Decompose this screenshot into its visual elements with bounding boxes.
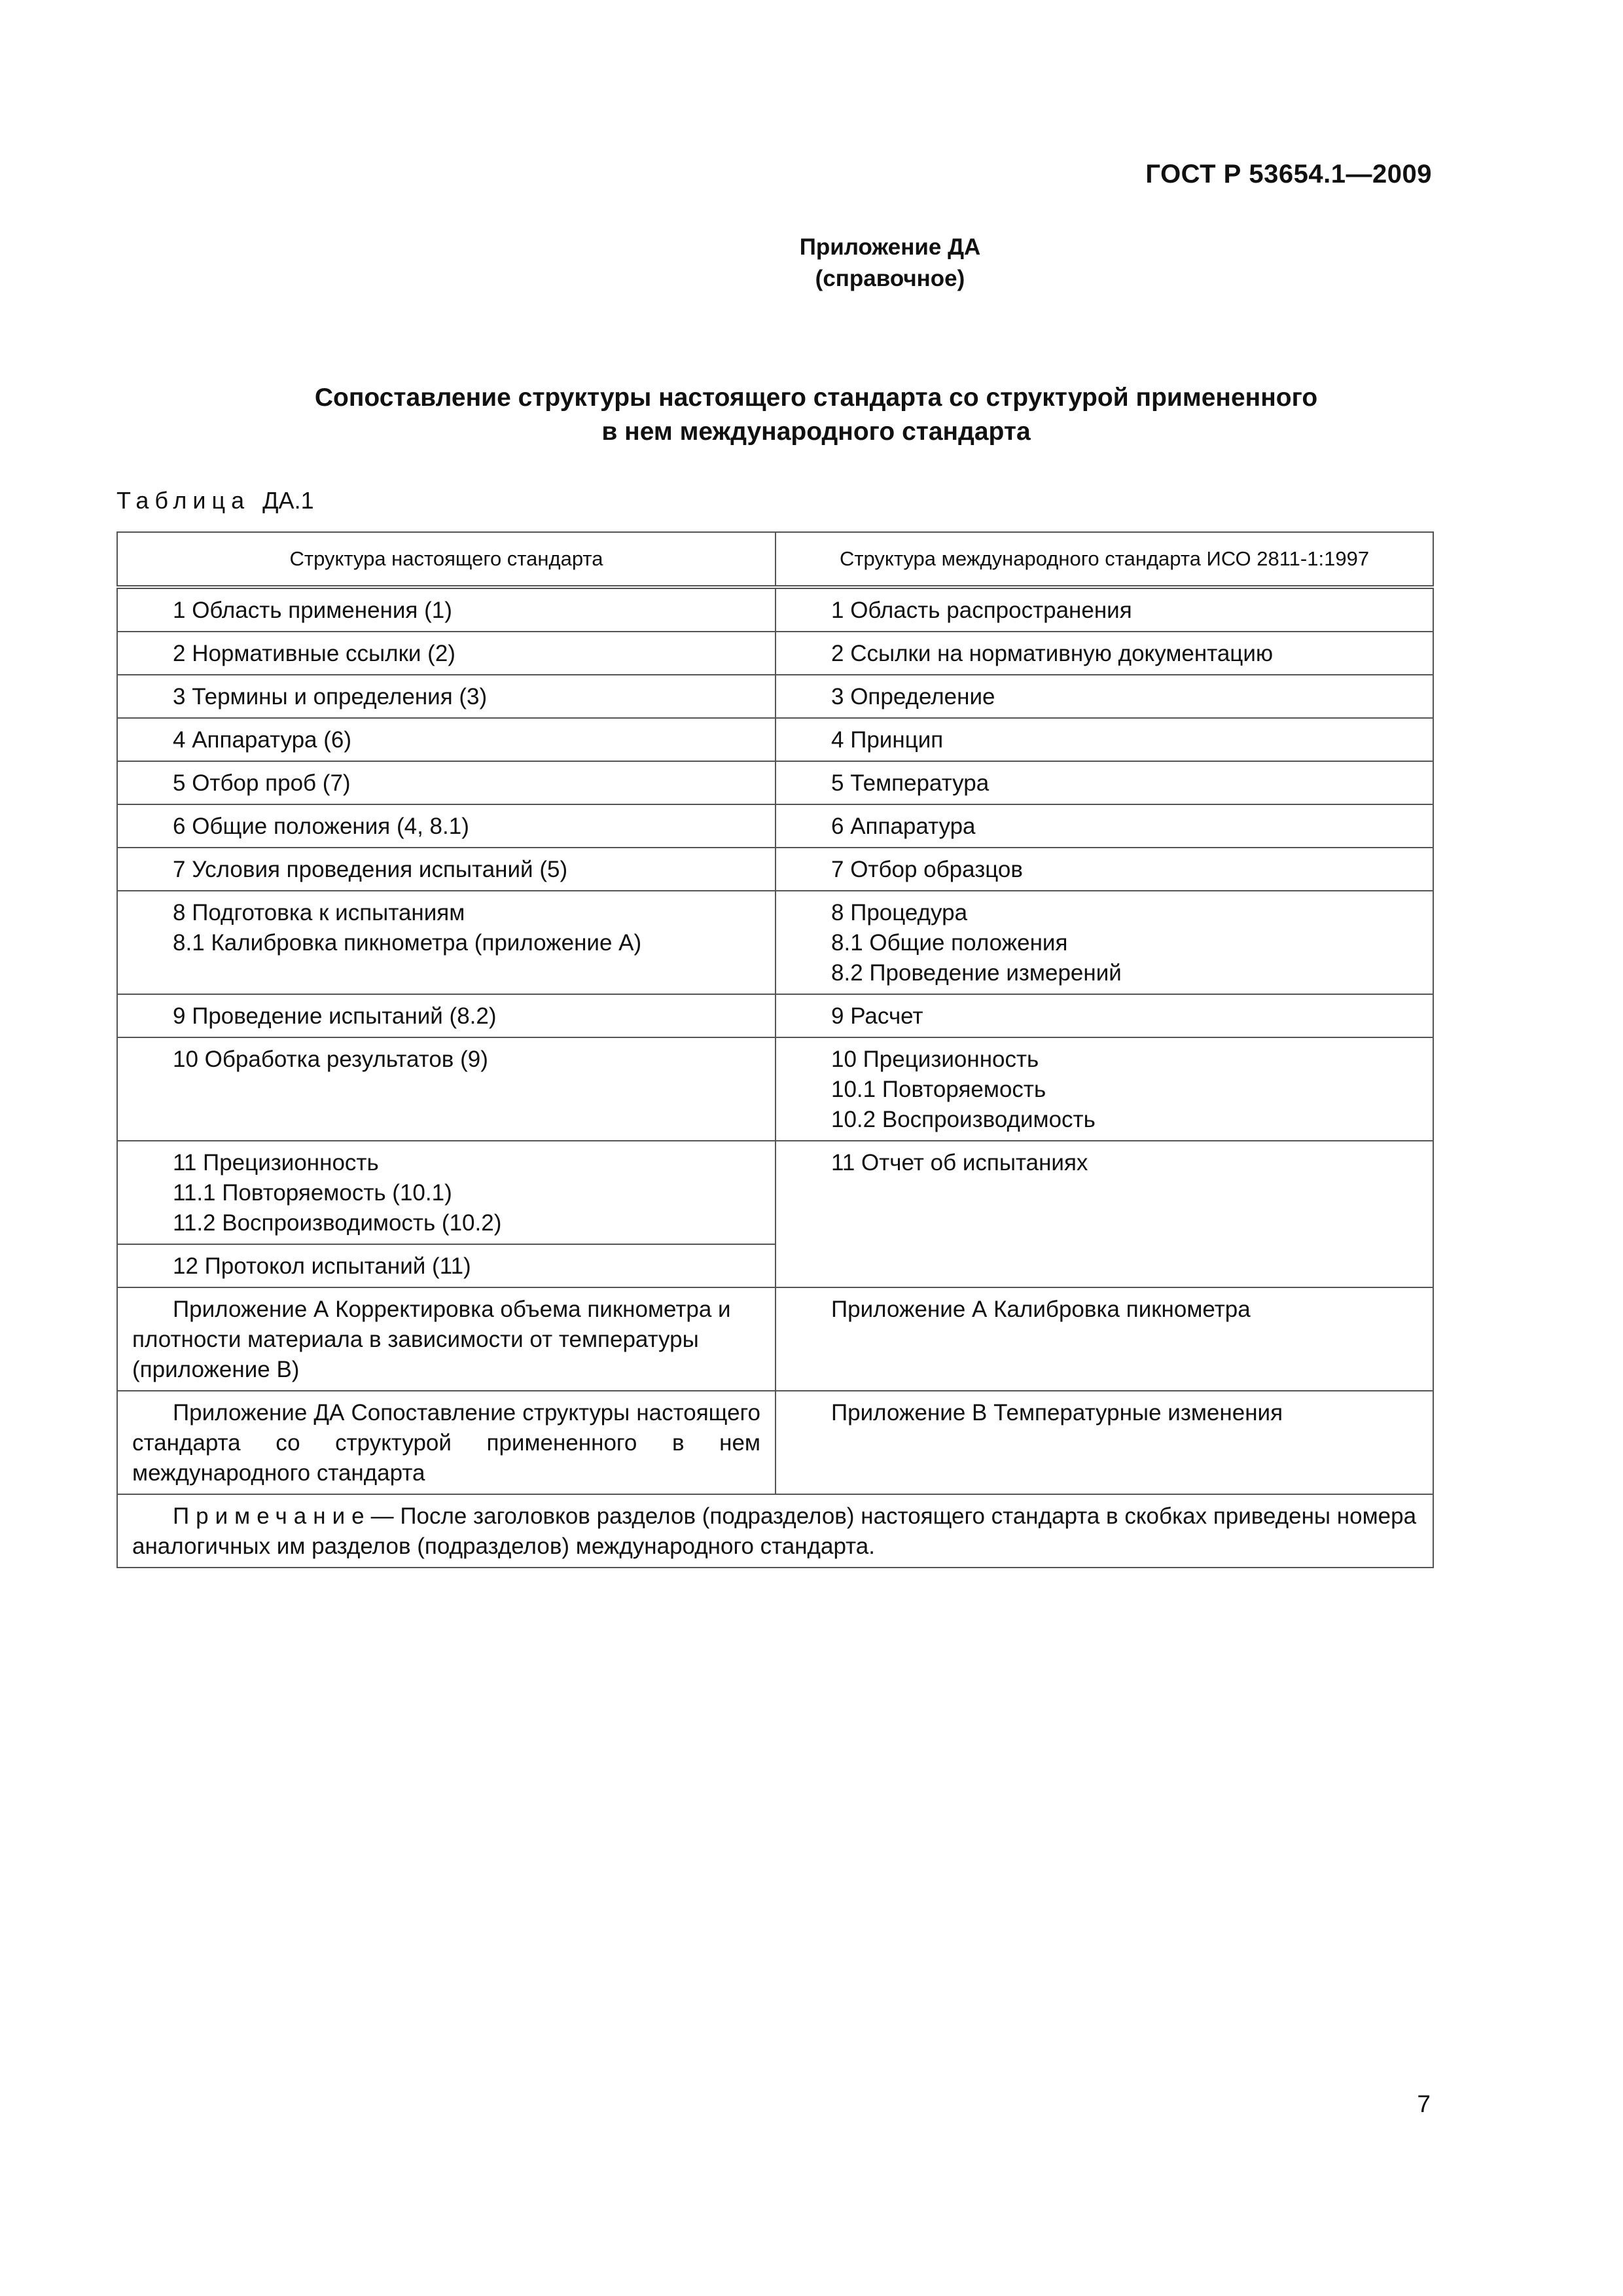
cell-line: 8.1 Калибровка пикнометра (приложение А) <box>173 930 642 956</box>
document-code: ГОСТ Р 53654.1—2009 <box>1145 160 1432 188</box>
cell-line: 6 Аппаратура <box>831 814 976 839</box>
left-cell <box>117 675 776 718</box>
left-cell <box>117 891 776 994</box>
table-row <box>117 632 1433 675</box>
right-cell <box>776 848 1433 891</box>
note-text: — После заголовков разделов (подразделов) настоящего стандарта в скобках приведены номера аналогичных им разделов (подразделов) международного стандарта. <box>132 1503 1417 1559</box>
right-cell <box>776 1037 1433 1141</box>
table-header-row <box>117 532 1433 587</box>
cell-line: 1 Область применения (1) <box>173 598 452 623</box>
right-cell <box>776 1141 1433 1287</box>
cell-line: 4 Принцип <box>831 727 944 753</box>
cell-line: 1 Область распространения <box>831 598 1132 623</box>
table-row <box>117 1391 1433 1494</box>
table-caption <box>116 487 314 514</box>
right-cell <box>776 1391 1433 1494</box>
table-row <box>117 761 1433 804</box>
left-cell <box>117 994 776 1037</box>
cell-line: 2 Нормативные ссылки (2) <box>173 641 455 666</box>
table-row <box>117 1287 1433 1391</box>
cell-line: 11 Прецизионность <box>173 1150 379 1175</box>
left-cell <box>117 632 776 675</box>
cell-line: 10.2 Воспроизводимость <box>831 1107 1096 1132</box>
cell-line: 7 Отбор образцов <box>831 857 1023 882</box>
table-row <box>117 994 1433 1037</box>
cell-line: 5 Отбор проб (7) <box>173 770 351 796</box>
appendix-da-right-text: Приложение В Температурные изменения <box>831 1400 1283 1426</box>
left-cell <box>117 1287 776 1391</box>
table-caption-number: ДА.1 <box>262 487 314 514</box>
right-cell <box>776 761 1433 804</box>
cell-line: 8 Процедура <box>831 900 968 925</box>
cell-line: 10.1 Повторяемость <box>831 1077 1046 1102</box>
main-title-line-1: Сопоставление структуры настоящего стандарта со структурой примененного <box>314 384 1318 412</box>
table-row <box>117 891 1433 994</box>
appendix-subtitle: (справочное) <box>815 266 965 291</box>
cell-line: 8.1 Общие положения <box>831 930 1068 956</box>
left-cell <box>117 848 776 891</box>
cell-line: 12 Протокол испытаний (11) <box>173 1253 471 1279</box>
appendix-title: Приложение ДА <box>799 234 981 260</box>
page-number: 7 <box>1417 2090 1431 2117</box>
table-row <box>117 1037 1433 1141</box>
appendix-da-left-text: Приложение ДА Сопоставление структуры настоящего стандарта со структурой примененного в нем международного стандарта <box>132 1400 760 1486</box>
table-row <box>117 848 1433 891</box>
left-cell <box>117 1037 776 1141</box>
right-cell <box>776 1287 1433 1391</box>
left-cell <box>117 1391 776 1494</box>
cell-line: 11 Отчет об испытаниях <box>831 1150 1088 1175</box>
structure-comparison-table <box>116 531 1434 1568</box>
left-cell <box>117 804 776 848</box>
left-cell <box>117 587 776 632</box>
cell-line: 9 Проведение испытаний (8.2) <box>173 1003 497 1029</box>
header-right: Структура международного стандарта ИСО 2811-1:1997 <box>776 532 1433 587</box>
right-cell <box>776 891 1433 994</box>
cell-line: 8 Подготовка к испытаниям <box>173 900 465 925</box>
left-cell <box>117 761 776 804</box>
cell-line: 4 Аппаратура (6) <box>173 727 352 753</box>
table-note <box>117 1494 1433 1568</box>
right-cell <box>776 587 1433 632</box>
table-row <box>117 1141 1433 1244</box>
appendix-a-left-text: Приложение А Корректировка объема пикнометра и плотности материала в зависимости от температуры (приложение В) <box>132 1297 731 1382</box>
header-left: Структура настоящего стандарта <box>117 532 776 587</box>
cell-line: 10 Обработка результатов (9) <box>173 1047 488 1072</box>
cell-line: 8.2 Проведение измерений <box>831 960 1122 986</box>
main-title-line-2: в нем международного стандарта <box>601 418 1031 446</box>
cell-line: 3 Термины и определения (3) <box>173 684 488 709</box>
appendix-a-right-text: Приложение А Калибровка пикнометра <box>831 1297 1251 1322</box>
table-row <box>117 587 1433 632</box>
table-caption-word: Таблица <box>116 487 251 514</box>
cell-line: 10 Прецизионность <box>831 1047 1039 1072</box>
cell-line: 11.2 Воспроизводимость (10.2) <box>173 1210 502 1236</box>
table-note-row <box>117 1494 1433 1568</box>
cell-line: 2 Ссылки на нормативную документацию <box>831 641 1274 666</box>
cell-line: 3 Определение <box>831 684 995 709</box>
left-cell <box>117 718 776 761</box>
right-cell <box>776 632 1433 675</box>
cell-line: 9 Расчет <box>831 1003 923 1029</box>
right-cell <box>776 804 1433 848</box>
cell-line: 7 Условия проведения испытаний (5) <box>173 857 568 882</box>
cell-line: 6 Общие положения (4, 8.1) <box>173 814 469 839</box>
appendix-heading <box>0 232 1623 295</box>
table-row <box>117 718 1433 761</box>
table-row <box>117 804 1433 848</box>
left-cell <box>117 1141 776 1244</box>
cell-line: 11.1 Повторяемость (10.1) <box>173 1180 452 1206</box>
main-title <box>0 381 1623 449</box>
right-cell <box>776 718 1433 761</box>
note-label: Примечание <box>173 1503 371 1529</box>
right-cell <box>776 994 1433 1037</box>
right-cell <box>776 675 1433 718</box>
table-row <box>117 675 1433 718</box>
cell-line: 5 Температура <box>831 770 990 796</box>
left-cell <box>117 1244 776 1287</box>
